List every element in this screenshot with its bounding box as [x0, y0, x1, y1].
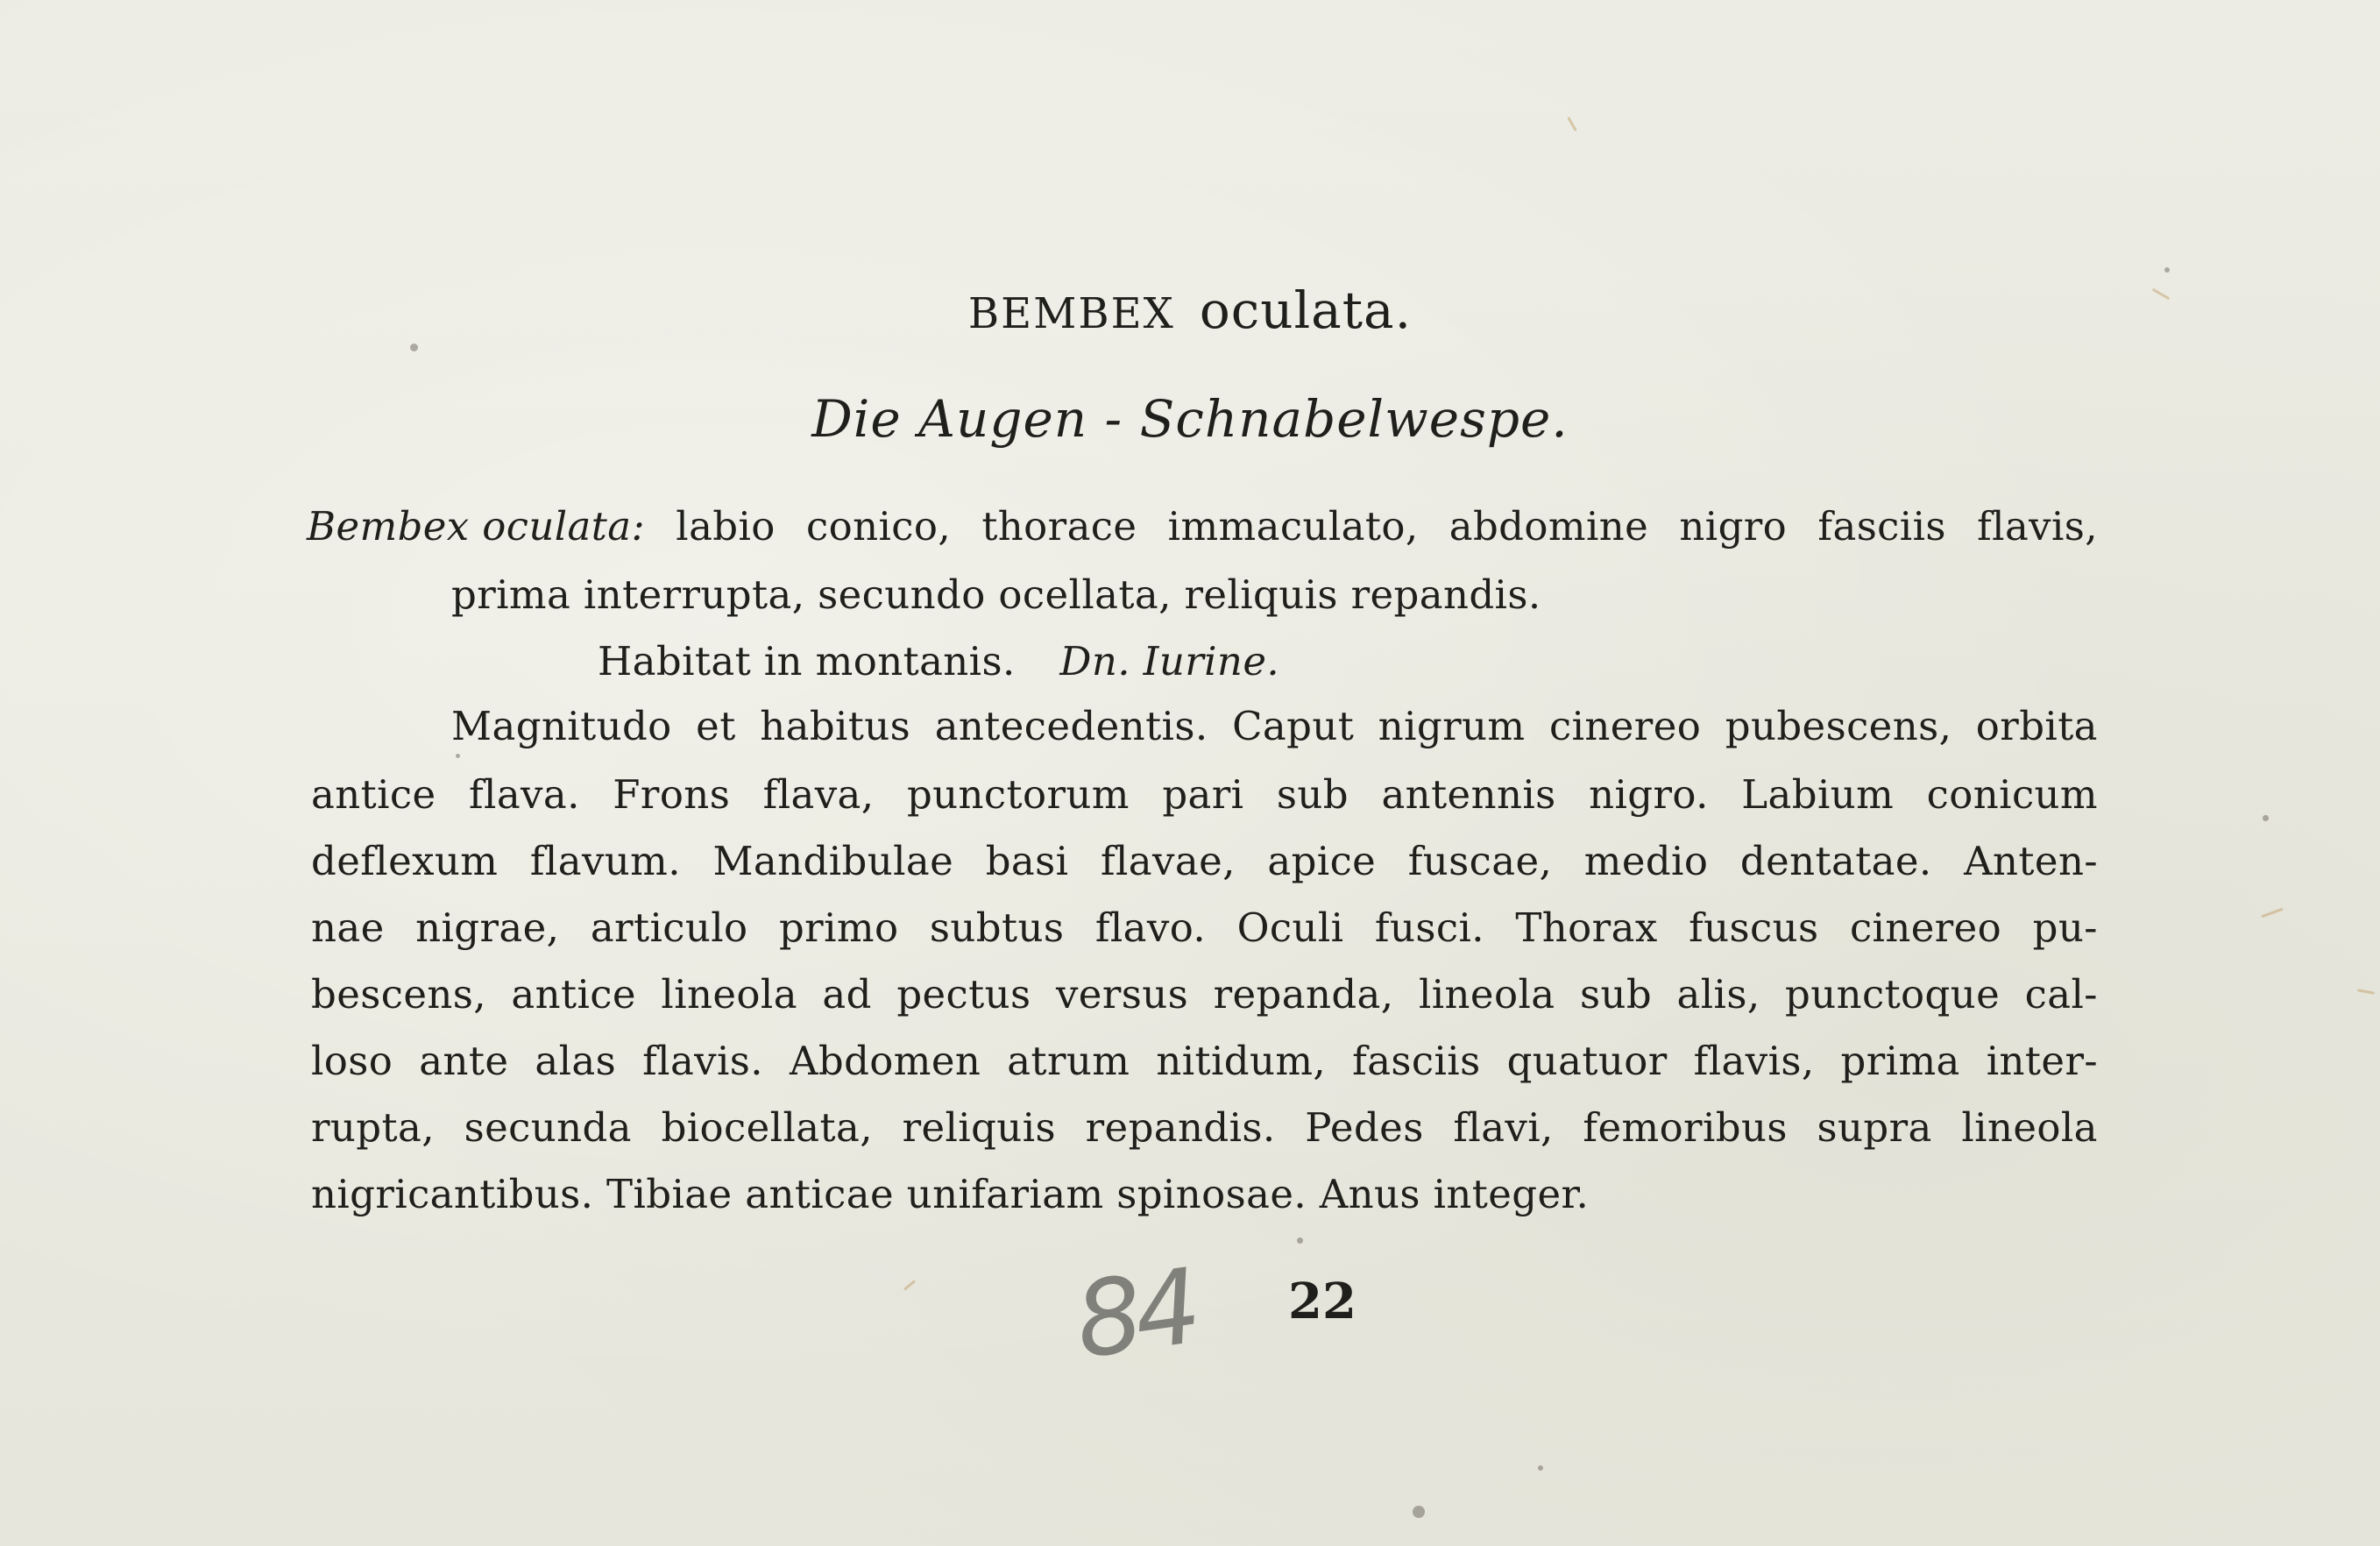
word: pubescens,: [1725, 703, 1952, 749]
word: bescens,: [311, 971, 486, 1018]
paper-speck: [410, 344, 418, 351]
word: primo: [778, 904, 899, 951]
paper-speck: [1413, 1506, 1425, 1518]
word: abdomine: [1449, 503, 1649, 550]
paragraph-line: [311, 1104, 2098, 1151]
paper-fiber: [903, 1280, 916, 1291]
paragraph-line: [311, 838, 2098, 884]
word: conico,: [806, 503, 952, 550]
word: alas: [535, 1038, 617, 1084]
word: cinereo: [1849, 904, 2002, 951]
paragraph-line: [451, 703, 2098, 749]
word: sub: [1579, 971, 1653, 1018]
word: flava,: [762, 771, 875, 818]
word: antice: [311, 771, 436, 818]
word: pu-: [2032, 904, 2098, 951]
title-genus: BEMBEX: [967, 289, 1175, 338]
paper-speck: [1538, 1465, 1543, 1471]
word: et: [696, 703, 736, 749]
word: Oculi: [1236, 904, 1344, 951]
word: Thorax: [1515, 904, 1658, 951]
word: fuscae,: [1407, 838, 1553, 884]
word: Pedes: [1305, 1104, 1424, 1151]
word: Frons: [613, 771, 731, 818]
word: flavis.: [642, 1038, 763, 1084]
paper-speck: [1297, 1238, 1303, 1244]
word: sub: [1276, 771, 1349, 818]
word: labio: [676, 503, 776, 550]
word: flavis,: [1977, 503, 2098, 550]
word: reliquis: [902, 1104, 1056, 1151]
title-species: oculata.: [1199, 280, 1413, 340]
paper-speck: [456, 754, 460, 758]
word: supra: [1817, 1104, 1932, 1151]
word: flavum.: [529, 838, 681, 884]
description-line-2: prima interrupta, secundo ocellata, reliquis repandis.: [451, 571, 1541, 618]
word: prima: [1840, 1038, 1960, 1084]
word: deflexum: [311, 838, 499, 884]
page-number: 22: [1288, 1273, 1356, 1330]
word: lineola: [661, 971, 797, 1018]
word: biocellata,: [661, 1104, 873, 1151]
word: antice: [511, 971, 636, 1018]
word: articulo: [590, 904, 748, 951]
word: thorace: [981, 503, 1137, 550]
word: flavae,: [1100, 838, 1236, 884]
word: dentatae.: [1739, 838, 1932, 884]
word: nitidum,: [1156, 1038, 1327, 1084]
word: cinereo: [1548, 703, 1702, 749]
habitat-source: Dn. Iurine.: [1059, 638, 1280, 684]
paragraph-last-line: nigricantibus. Tibiae anticae unifariam spinosae. Anus integer.: [311, 1171, 1590, 1217]
paper-fiber: [2357, 989, 2375, 994]
word: rupta,: [311, 1104, 435, 1151]
word: conicum: [1926, 771, 2098, 818]
word: nigro.: [1589, 771, 1709, 818]
word: basi: [985, 838, 1069, 884]
word: antennis: [1381, 771, 1556, 818]
word: nigro: [1679, 503, 1788, 550]
word: ante: [419, 1038, 509, 1084]
paper-fiber: [1567, 117, 1577, 131]
word: Caput: [1232, 703, 1355, 749]
word: cal-: [2024, 971, 2098, 1018]
word: flavo.: [1094, 904, 1207, 951]
word: flavi,: [1453, 1104, 1554, 1151]
paragraph-line: [311, 771, 2098, 818]
word: pari: [1162, 771, 1244, 818]
word: nigrum: [1378, 703, 1526, 749]
word: punctorum: [906, 771, 1130, 818]
word: inter-: [1986, 1038, 2098, 1084]
word: antecedentis.: [934, 703, 1208, 749]
word: flavis,: [1693, 1038, 1815, 1084]
paragraph-line: [311, 1038, 2098, 1084]
word: versus: [1055, 971, 1189, 1018]
habitat-line: [598, 638, 1279, 684]
word: nigrae,: [415, 904, 560, 951]
word: fasciis: [1352, 1038, 1481, 1084]
word: pectus: [896, 971, 1031, 1018]
paragraph-line: [311, 904, 2098, 951]
word: alis,: [1676, 971, 1760, 1018]
paper-fiber: [2261, 908, 2283, 918]
habitat-text: Habitat in montanis.: [598, 638, 1016, 684]
paper-speck: [2164, 267, 2170, 273]
word: medio: [1583, 838, 1709, 884]
word: Anten-: [1964, 838, 2098, 884]
pencil-annotation: 84: [1068, 1245, 1202, 1382]
word: repandis.: [1085, 1104, 1276, 1151]
paragraph-line: [311, 971, 2098, 1018]
word: nae: [311, 904, 385, 951]
word: femoribus: [1583, 1104, 1788, 1151]
word: fasciis: [1817, 503, 1946, 550]
word: flava.: [468, 771, 580, 818]
word: fuscus: [1689, 904, 1819, 951]
word: repanda,: [1213, 971, 1394, 1018]
word: Labium: [1741, 771, 1895, 818]
word: punctoque: [1785, 971, 2001, 1018]
word: immaculato,: [1167, 503, 1419, 550]
word: atrum: [1007, 1038, 1130, 1084]
word: Abdomen: [789, 1038, 981, 1084]
paper-speck: [2263, 815, 2269, 821]
word: Mandibulae: [712, 838, 954, 884]
page-title: [0, 280, 2380, 340]
word: fusci.: [1374, 904, 1484, 951]
word: orbita: [1975, 703, 2098, 749]
word: ad: [822, 971, 872, 1018]
description-line-1: [307, 503, 2098, 550]
word: loso: [311, 1038, 393, 1084]
word: habitus: [760, 703, 911, 749]
word: lineola: [1961, 1104, 2098, 1151]
word: quatuor: [1506, 1038, 1668, 1084]
word: Magnitudo: [451, 703, 672, 749]
word: subtus: [929, 904, 1065, 951]
species-name: Bembex oculata:: [307, 503, 646, 550]
word: secunda: [464, 1104, 632, 1151]
german-title: Die Augen - Schnabelwespe.: [811, 389, 1569, 449]
word: lineola: [1418, 971, 1555, 1018]
word: apice: [1267, 838, 1377, 884]
